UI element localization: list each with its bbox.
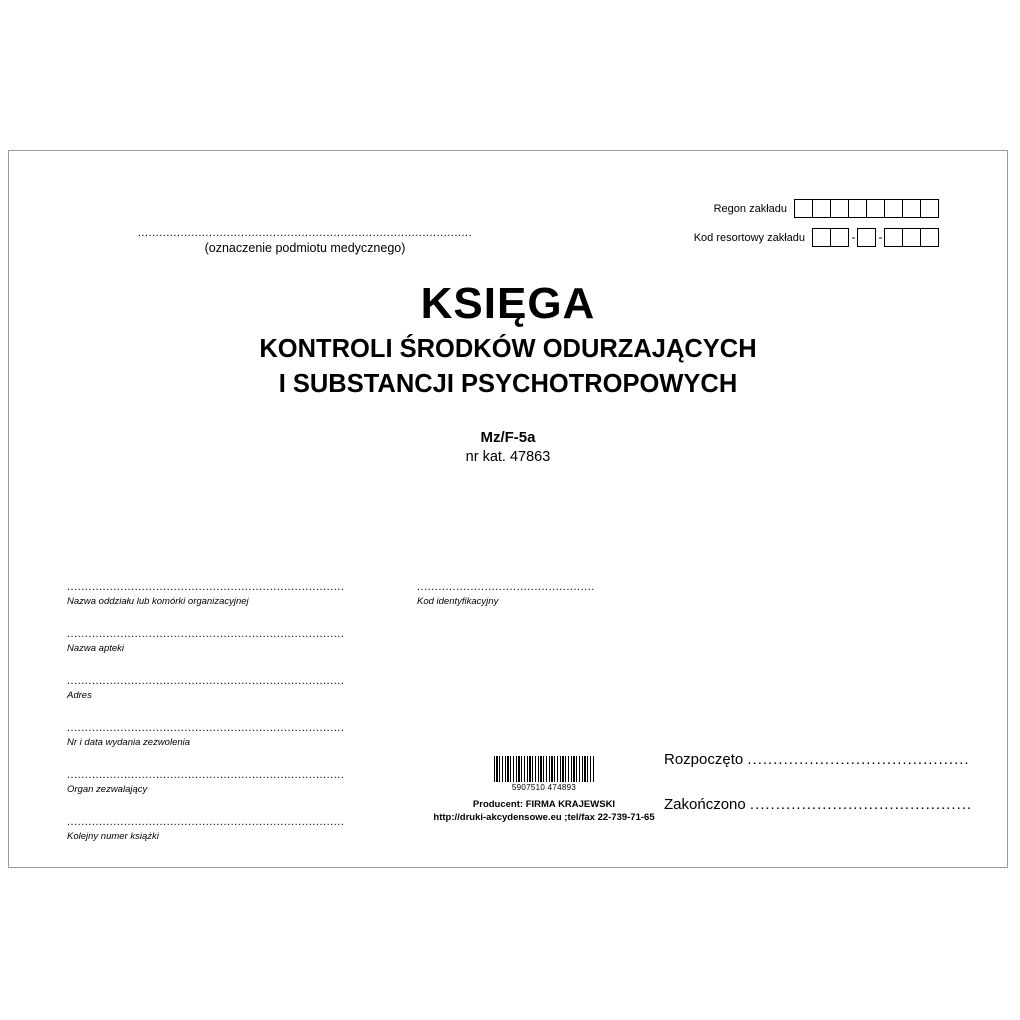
field-label: Nr i data wydania zezwolenia bbox=[67, 737, 191, 748]
regon-cell[interactable] bbox=[920, 199, 939, 218]
regon-label: Regon zakładu bbox=[713, 202, 787, 215]
kod-resortowy-boxes[interactable] bbox=[813, 228, 939, 247]
field-line[interactable]: .............................................................................. bbox=[67, 769, 345, 781]
kod-resortowy-label: Kod resortowy zakładu bbox=[693, 231, 805, 244]
field-rozpoczeto[interactable] bbox=[664, 751, 970, 768]
field-label: Adres bbox=[67, 690, 92, 701]
entity-designation-dots[interactable]: .............................................................................................. bbox=[137, 227, 473, 239]
field-label: Kolejny numer książki bbox=[67, 831, 159, 842]
field-label: Rozpoczęto bbox=[664, 751, 744, 768]
kod-cell[interactable] bbox=[902, 228, 921, 247]
producer-contact: http://druki-akcydensowe.eu ;tel/fax 22-739-71-65 bbox=[433, 811, 655, 823]
regon-cell[interactable] bbox=[866, 199, 885, 218]
kod-separator-1: - bbox=[851, 230, 856, 244]
field-kolejny-numer-ksiazki[interactable] bbox=[67, 816, 392, 842]
regon-cell[interactable] bbox=[902, 199, 921, 218]
field-adres[interactable] bbox=[67, 675, 392, 701]
field-organ-zezwalajacy[interactable] bbox=[67, 769, 392, 795]
dates-block bbox=[664, 751, 973, 841]
barcode-block bbox=[489, 756, 599, 792]
field-nazwa-apteki[interactable] bbox=[67, 628, 392, 654]
kod-group-3[interactable] bbox=[885, 228, 939, 247]
field-nr-i-data-zezwolenia[interactable] bbox=[67, 722, 392, 748]
barcode-number: 5907510 474893 bbox=[511, 783, 577, 792]
document-page bbox=[8, 150, 1008, 868]
regon-cell[interactable] bbox=[812, 199, 831, 218]
entity-designation-caption: (oznaczenie podmiotu medycznego) bbox=[204, 241, 406, 255]
field-label: Zakończono bbox=[664, 796, 746, 813]
kod-cell[interactable] bbox=[884, 228, 903, 247]
catalog-number: nr kat. 47863 bbox=[465, 449, 551, 466]
field-line[interactable]: ........................................... bbox=[747, 751, 970, 768]
page-title: KSIĘGA bbox=[420, 279, 596, 328]
field-line[interactable]: .............................................................................. bbox=[67, 675, 345, 687]
kod-group-1[interactable] bbox=[813, 228, 849, 247]
kod-group-2[interactable] bbox=[858, 228, 876, 247]
left-fields-group bbox=[67, 581, 392, 863]
title-block bbox=[9, 281, 1007, 465]
field-label: Organ zezwalający bbox=[67, 784, 148, 795]
regon-cell[interactable] bbox=[884, 199, 903, 218]
field-nazwa-oddzialu[interactable] bbox=[67, 581, 392, 607]
field-label: Kod identyfikacyjny bbox=[417, 596, 499, 607]
middle-fields-group bbox=[417, 581, 642, 628]
kod-cell[interactable] bbox=[830, 228, 849, 247]
regon-cell[interactable] bbox=[830, 199, 849, 218]
field-label: Nazwa apteki bbox=[67, 643, 125, 654]
field-line[interactable]: .............................................................................. bbox=[67, 581, 345, 593]
field-kod-identyfikacyjny[interactable] bbox=[417, 581, 642, 607]
kod-cell[interactable] bbox=[920, 228, 939, 247]
field-line[interactable]: .............................................................................. bbox=[67, 628, 345, 640]
regon-boxes[interactable] bbox=[795, 199, 939, 218]
regon-cell[interactable] bbox=[848, 199, 867, 218]
kod-resortowy-row bbox=[679, 228, 939, 247]
kod-separator-2: - bbox=[878, 230, 883, 244]
barcode-icon bbox=[494, 756, 594, 782]
kod-cell[interactable] bbox=[857, 228, 876, 247]
producer-name: Producent: FIRMA KRAJEWSKI bbox=[472, 799, 616, 810]
field-label: Nazwa oddziału lub komórki organizacyjnej bbox=[67, 596, 249, 607]
regon-cell[interactable] bbox=[794, 199, 813, 218]
regon-row bbox=[679, 199, 939, 218]
field-zakonczono[interactable] bbox=[664, 796, 973, 813]
producer-block bbox=[399, 799, 689, 825]
subtitle-line-1: KONTROLI ŚRODKÓW ODURZAJĄCYCH bbox=[259, 335, 757, 364]
kod-cell[interactable] bbox=[812, 228, 831, 247]
facility-codes-block bbox=[679, 199, 939, 257]
field-line[interactable]: .............................................................................. bbox=[67, 722, 345, 734]
entity-designation-field[interactable] bbox=[65, 227, 545, 255]
field-line[interactable]: .................................................. bbox=[417, 581, 595, 593]
form-code: Mz/F-5a bbox=[480, 429, 536, 447]
subtitle-line-2: I SUBSTANCJI PSYCHOTROPOWYCH bbox=[278, 369, 738, 398]
field-line[interactable]: .............................................................................. bbox=[67, 816, 345, 828]
field-line[interactable]: ........................................... bbox=[749, 796, 973, 813]
